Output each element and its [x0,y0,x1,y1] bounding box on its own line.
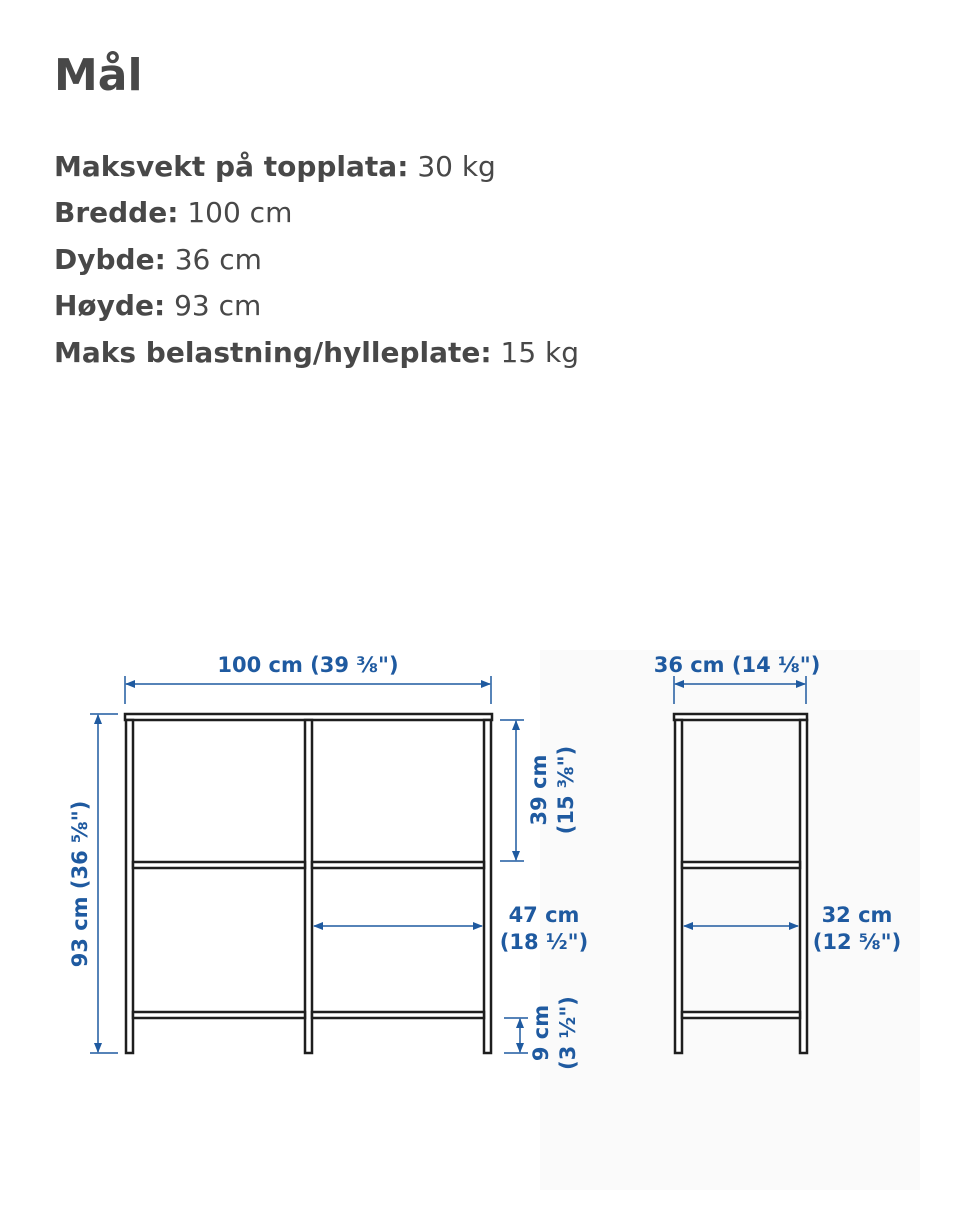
page-title: Mål [54,50,143,101]
side-depth-label: 36 cm (14 ⅛") [653,653,821,677]
front-bottom-shelf-left [133,1012,305,1018]
side-inner-depth-label-line1: 32 cm [821,903,893,927]
bottom-clearance-label-line1: 9 cm [529,1004,553,1062]
side-left-leg [675,720,682,1053]
spec-label: Bredde: [54,196,179,230]
compartment-width-label-line2: (18 ½") [499,930,589,954]
side-middle-shelf [682,862,800,868]
side-top-board [674,714,807,720]
spec-value: 36 cm [174,242,262,276]
bottom-clearance-label-line2: (3 ½") [556,996,580,1070]
front-right-leg [484,720,491,1053]
upper-compartment-label-line1: 39 cm [527,754,551,826]
side-bottom-shelf [682,1012,800,1018]
spec-label: Maks belastning/hylleplate: [54,335,492,369]
spec-value: 30 kg [417,150,496,183]
side-right-leg [800,720,807,1053]
front-middle-leg [305,720,312,1053]
spec-label: Høyde: [54,289,166,323]
spec-value: 93 cm [174,289,262,323]
front-width-label: 100 cm (39 ⅜") [217,653,399,677]
side-inner-depth-label-line2: (12 ⅝") [812,930,902,954]
compartment-width-label-line1: 47 cm [508,903,580,927]
upper-compartment-label-line2: (15 ⅜") [554,745,578,835]
front-middle-shelf-right [312,862,484,868]
spec-label: Dybde: [54,242,166,276]
front-bottom-shelf-right [312,1012,484,1018]
front-height-label: 93 cm (36 ⅝") [68,800,92,968]
front-left-leg [126,720,133,1053]
spec-label: Maksvekt på topplata: [54,150,409,183]
spec-value: 100 cm [187,196,293,230]
front-middle-shelf-left [133,862,305,868]
spec-value: 15 kg [500,335,580,369]
front-view [125,714,492,1053]
